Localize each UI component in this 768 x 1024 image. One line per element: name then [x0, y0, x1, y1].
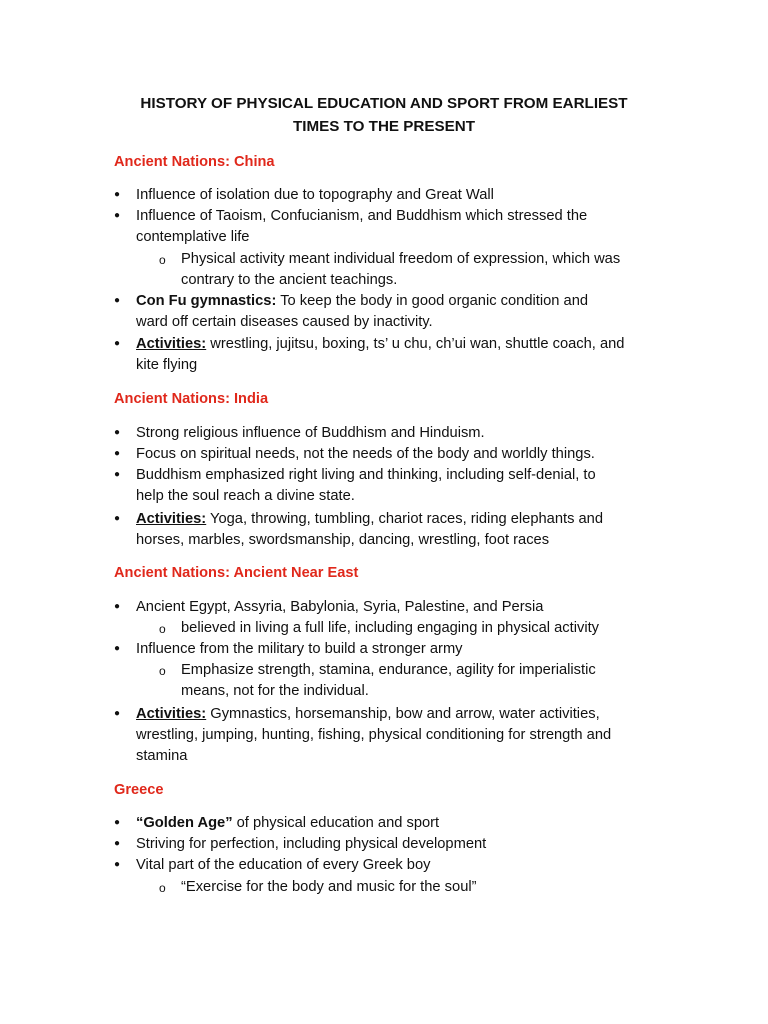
near-east-item-3-cont2: stamina — [136, 748, 188, 764]
india-activities-label: Activities: — [136, 511, 207, 527]
near-east-subitem-1: believed in living a full life, including engaging in physical activity — [181, 620, 600, 636]
bullet-icon: ● — [114, 601, 121, 612]
sub-bullet-icon: o — [159, 622, 166, 636]
china-subitem-1: Physical activity meant individual freedom of expression, which was — [181, 251, 621, 267]
bullet-icon: ● — [114, 817, 121, 828]
greece-subitem-1: “Exercise for the body and music for the soul” — [181, 879, 477, 895]
bullet-icon: ● — [114, 643, 121, 654]
india-item-4 — [136, 510, 603, 528]
china-item-4-text: wrestling, jujitsu, boxing, ts’ u chu, ch’ui wan, shuttle coach, and — [206, 336, 625, 352]
section-heading-near-east: Ancient Nations: Ancient Near East — [114, 565, 359, 581]
china-activities-label: Activities: — [136, 336, 207, 352]
bullet-icon: ● — [114, 448, 121, 459]
bullet-icon: ● — [114, 189, 121, 200]
bullet-icon: ● — [114, 338, 121, 349]
bullet-icon: ● — [114, 859, 121, 870]
greece-item-1 — [136, 814, 439, 832]
china-subitem-1-cont: contrary to the ancient teachings. — [181, 272, 398, 288]
china-item-3-text: To keep the body in good organic condition and — [276, 293, 589, 309]
bullet-icon: ● — [114, 513, 121, 524]
near-east-item-2: Influence from the military to build a stronger army — [136, 641, 463, 657]
section-heading-india: Ancient Nations: India — [114, 391, 269, 407]
near-east-item-3-cont: wrestling, jumping, hunting, fishing, physical conditioning for strength and — [136, 727, 612, 743]
china-item-3-label: Con Fu gymnastics: — [136, 293, 277, 309]
china-item-4 — [136, 335, 624, 353]
bullet-icon: ● — [114, 427, 121, 438]
greece-item-2: Striving for perfection, including physical development — [136, 836, 487, 852]
china-item-3 — [136, 292, 588, 310]
india-item-3-cont: help the soul reach a divine state. — [136, 488, 355, 504]
india-item-2: Focus on spiritual needs, not the needs of the body and worldly things. — [136, 446, 595, 462]
title-line-1: HISTORY OF PHYSICAL EDUCATION AND SPORT FROM EARLIEST — [140, 95, 628, 112]
sub-bullet-icon: o — [159, 253, 166, 267]
document-title — [100, 92, 668, 138]
near-east-item-3 — [136, 705, 600, 723]
china-item-2: Influence of Taoism, Confucianism, and Buddhism which stressed the — [136, 208, 588, 224]
section-heading-greece: Greece — [114, 782, 164, 798]
china-item-1: Influence of isolation due to topography and Great Wall — [136, 187, 494, 203]
bullet-icon: ● — [114, 210, 121, 221]
india-item-3: Buddhism emphasized right living and thinking, including self-denial, to — [136, 467, 596, 483]
india-item-1: Strong religious influence of Buddhism and Hinduism. — [136, 425, 485, 441]
title-line-2: TIMES TO THE PRESENT — [293, 118, 475, 135]
section-heading-china: Ancient Nations: China — [114, 154, 275, 170]
near-east-subitem-2: Emphasize strength, stamina, endurance, agility for imperialistic — [181, 662, 596, 678]
sub-bullet-icon: o — [159, 881, 166, 895]
india-item-4-cont: horses, marbles, swordsmanship, dancing, wrestling, foot races — [136, 532, 550, 548]
sub-bullet-icon: o — [159, 664, 166, 678]
near-east-subitem-2-cont: means, not for the individual. — [181, 683, 369, 699]
greece-item-1-text: of physical education and sport — [232, 815, 440, 831]
near-east-item-1: Ancient Egypt, Assyria, Babylonia, Syria, Palestine, and Persia — [136, 599, 544, 615]
china-item-3-cont: ward off certain diseases caused by inactivity. — [136, 314, 433, 330]
china-item-4-cont: kite flying — [136, 357, 198, 373]
bullet-icon: ● — [114, 469, 121, 480]
greece-item-3: Vital part of the education of every Greek boy — [136, 857, 431, 873]
india-item-4-text: Yoga, throwing, tumbling, chariot races, riding elephants and — [206, 511, 604, 527]
bullet-icon: ● — [114, 838, 121, 849]
near-east-activities-label: Activities: — [136, 706, 207, 722]
bullet-icon: ● — [114, 708, 121, 719]
china-item-2-cont: contemplative life — [136, 229, 250, 245]
bullet-icon: ● — [114, 295, 121, 306]
near-east-item-3-text: Gymnastics, horsemanship, bow and arrow, water activities, — [206, 706, 600, 722]
greece-item-1-label: “Golden Age” — [136, 815, 233, 831]
